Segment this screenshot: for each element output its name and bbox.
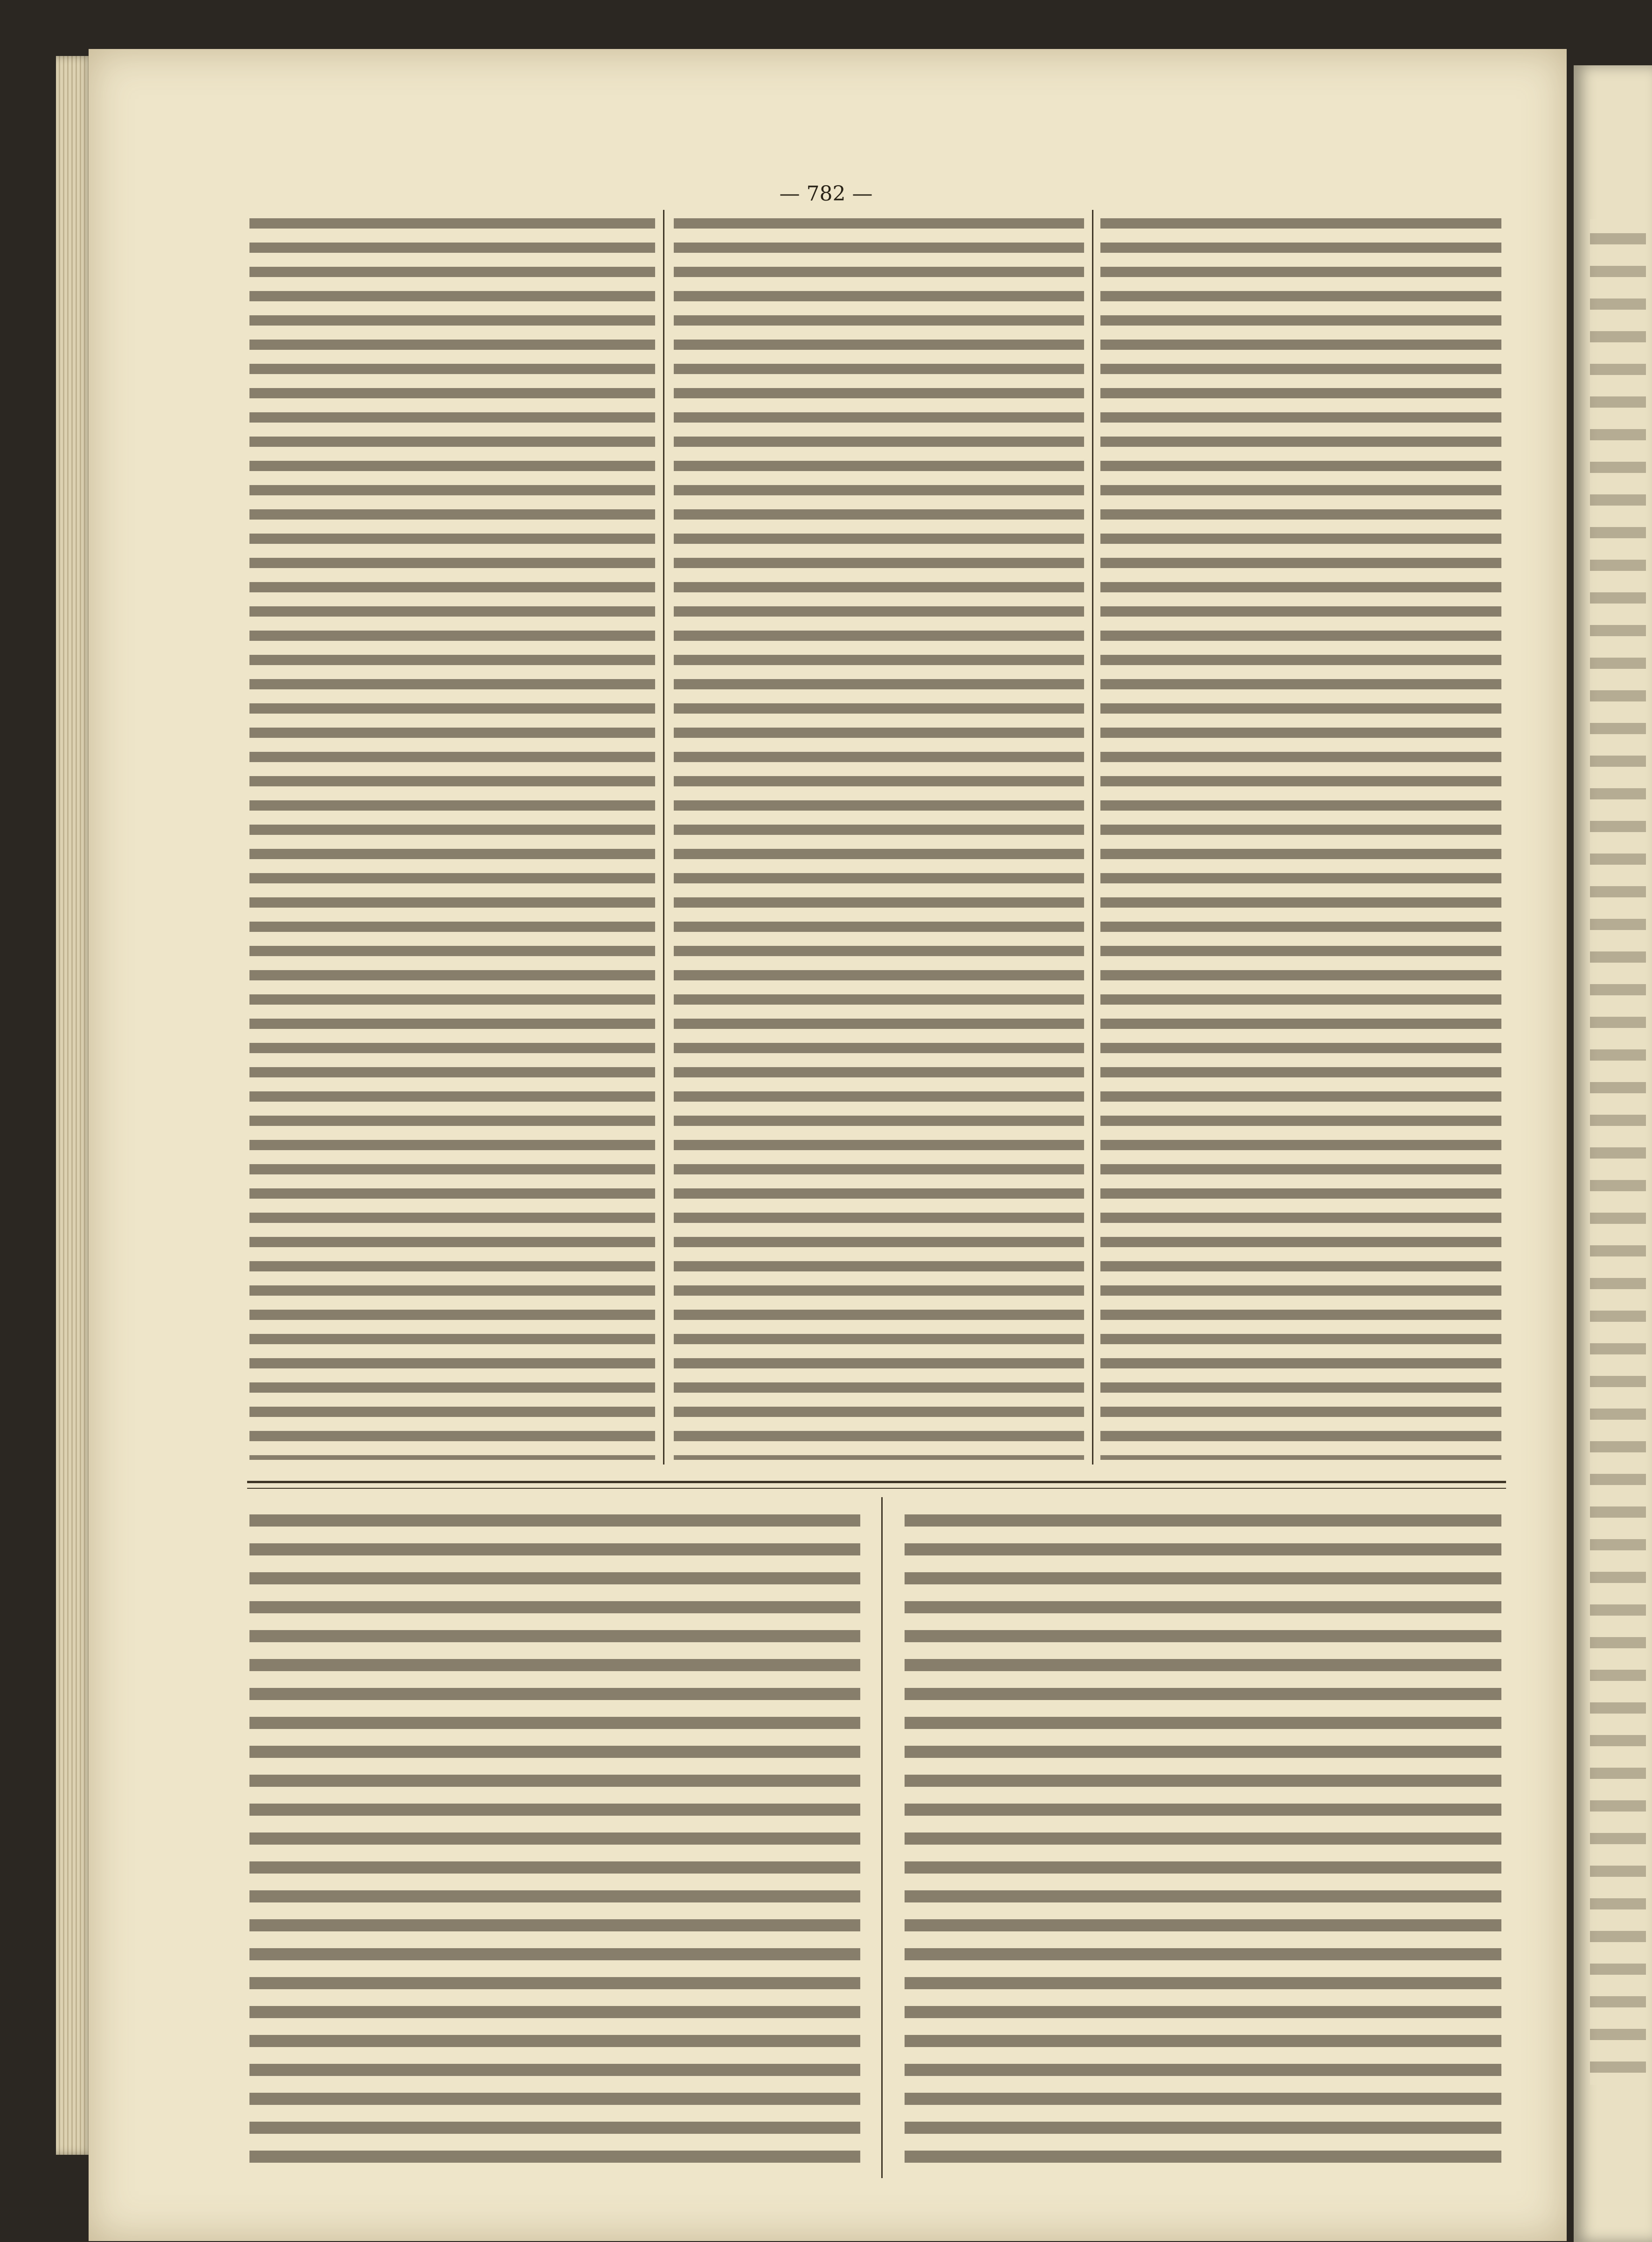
column-divider <box>881 1497 883 2178</box>
feuilleton-rule <box>247 1481 1506 1483</box>
adjacent-page-text <box>1590 219 1646 2085</box>
text-column-1 <box>249 210 655 1460</box>
feuilleton-column-left <box>249 1504 860 2171</box>
feuilleton-column-right <box>905 1504 1501 2171</box>
column-divider <box>663 210 664 1465</box>
text-column-3 <box>1100 210 1501 1460</box>
page-number: — 782 — <box>779 182 873 206</box>
text-column-2 <box>674 210 1084 1460</box>
page-edges <box>56 56 93 2155</box>
column-divider <box>1092 210 1093 1465</box>
feuilleton-rule-thin <box>247 1488 1506 1489</box>
